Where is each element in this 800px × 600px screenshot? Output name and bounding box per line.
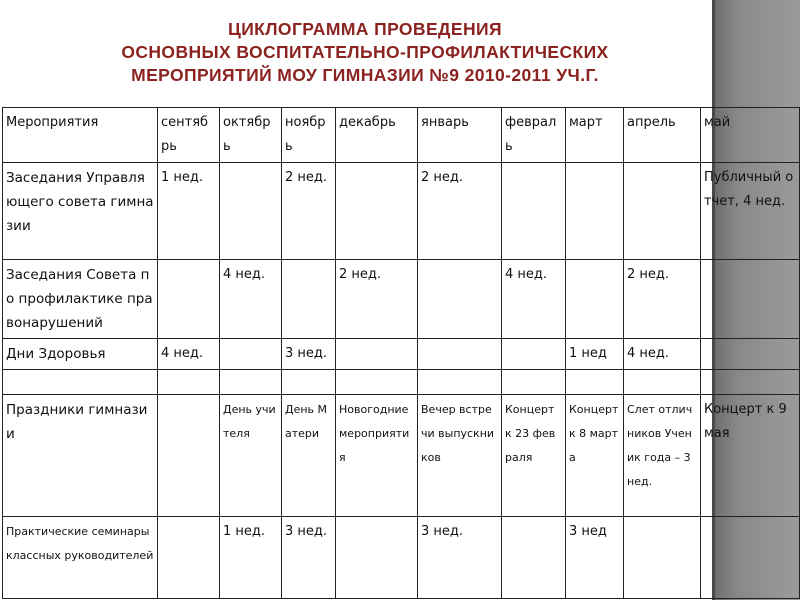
table-cell: День учителя	[220, 395, 282, 517]
table-cell	[336, 517, 418, 599]
event-cell: Практические семинары классных руководителей	[3, 517, 158, 599]
table-cell: Слет отличников Ученик года – 3 нед.	[624, 395, 701, 517]
table-cell	[624, 163, 701, 260]
table-cell: Вечер встречи выпускников	[418, 395, 502, 517]
table-cell	[566, 163, 624, 260]
header-cell: апрель	[624, 108, 701, 163]
header-cell: декабрь	[336, 108, 418, 163]
table-cell	[418, 339, 502, 370]
header-cell: январь	[418, 108, 502, 163]
table-cell: 3 нед.	[282, 517, 336, 599]
table-cell	[418, 260, 502, 339]
table-cell	[158, 395, 220, 517]
table-cell: Концерт к 9 мая	[701, 395, 800, 517]
table-row	[3, 395, 800, 517]
slide-title	[0, 18, 730, 87]
table-cell: 2 нед.	[418, 163, 502, 260]
table-cell	[220, 163, 282, 260]
title-line-1: ЦИКЛОГРАММА ПРОВЕДЕНИЯ	[228, 19, 502, 39]
table-cell: 3 нед.	[282, 339, 336, 370]
table-row	[3, 339, 800, 370]
table-cell: 4 нед.	[220, 260, 282, 339]
table-cell: 1 нед.	[158, 163, 220, 260]
table-cell: 2 нед.	[624, 260, 701, 339]
header-row	[3, 108, 800, 163]
table-cell: 3 нед.	[418, 517, 502, 599]
header-cell: февраль	[502, 108, 566, 163]
header-cell: март	[566, 108, 624, 163]
header-cell: сентябрь	[158, 108, 220, 163]
event-cell: Заседания Совета по профилактике правонарушений	[3, 260, 158, 339]
header-cell: ноябрь	[282, 108, 336, 163]
table-row	[3, 163, 800, 260]
table-cell	[502, 517, 566, 599]
table-cell: 3 нед	[566, 517, 624, 599]
table-cell: День Матери	[282, 395, 336, 517]
table-cell	[502, 339, 566, 370]
table-cell	[566, 260, 624, 339]
schedule-table	[2, 107, 800, 599]
table-cell	[336, 163, 418, 260]
table-cell: Новогодние мероприятия	[336, 395, 418, 517]
table-cell: 2 нед.	[336, 260, 418, 339]
table-cell	[624, 517, 701, 599]
event-cell: Дни Здоровья	[3, 339, 158, 370]
title-line-2: ОСНОВНЫХ ВОСПИТАТЕЛЬНО-ПРОФИЛАКТИЧЕСКИХ	[121, 42, 609, 62]
header-cell: Мероприятия	[3, 108, 158, 163]
table-cell: 4 нед.	[158, 339, 220, 370]
table-cell: Концерт к 23 февраля	[502, 395, 566, 517]
table-cell	[701, 339, 800, 370]
table-cell	[701, 517, 800, 599]
header-cell: октябрь	[220, 108, 282, 163]
table-cell	[158, 517, 220, 599]
table-cell: Концерт к 8 марта	[566, 395, 624, 517]
table-cell: 4 нед.	[502, 260, 566, 339]
table-cell: Публичный отчет, 4 нед.	[701, 163, 800, 260]
table-cell	[158, 260, 220, 339]
header-cell: май	[701, 108, 800, 163]
event-cell: Заседания Управляющего совета гимназии	[3, 163, 158, 260]
table-cell: 1 нед	[566, 339, 624, 370]
event-cell: Праздники гимназии	[3, 395, 158, 517]
table-cell	[336, 339, 418, 370]
table-cell: 4 нед.	[624, 339, 701, 370]
table-row	[3, 260, 800, 339]
title-line-3: МЕРОПРИЯТИЙ МОУ ГИМНАЗИИ №9 2010-2011 УЧ.Г.	[131, 65, 599, 85]
table-cell	[701, 260, 800, 339]
separator-row	[3, 370, 800, 395]
table-row	[3, 517, 800, 599]
table-cell: 2 нед.	[282, 163, 336, 260]
table-cell	[282, 260, 336, 339]
table-cell	[220, 339, 282, 370]
table-cell	[502, 163, 566, 260]
table-cell: 1 нед.	[220, 517, 282, 599]
